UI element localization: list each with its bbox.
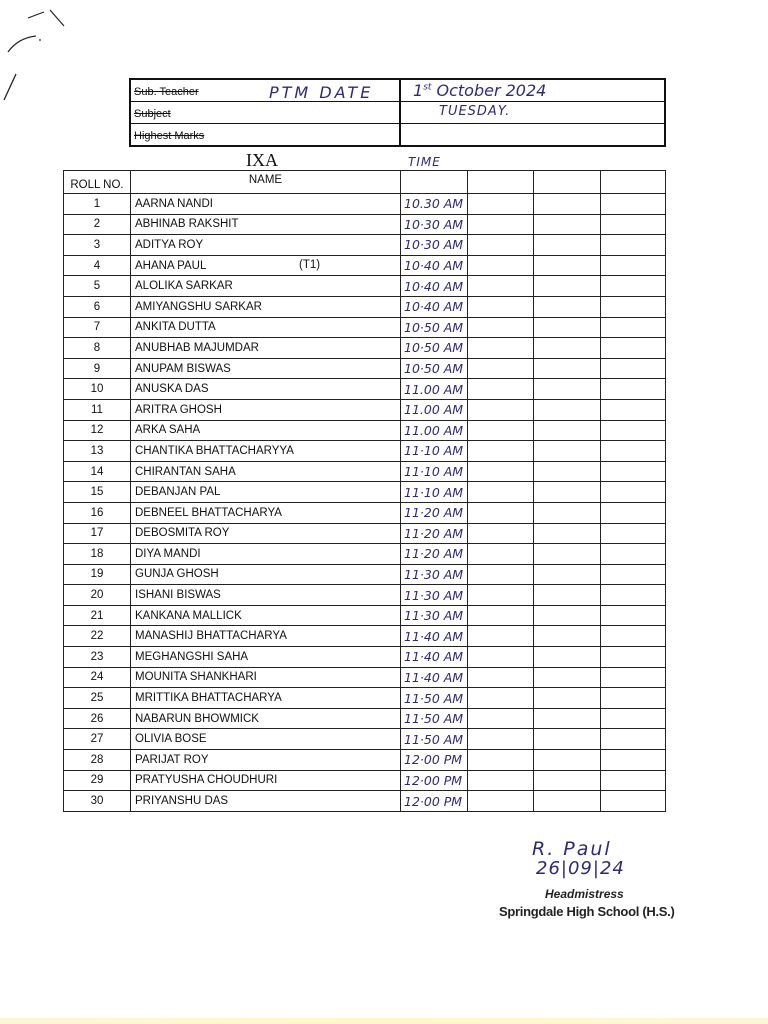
empty-cell: [468, 729, 534, 750]
roll-number-cell: 8: [64, 338, 131, 359]
empty-cell: [601, 667, 666, 688]
student-name-cell: [131, 482, 401, 503]
header-box: [129, 78, 666, 147]
table-row: [64, 750, 666, 771]
empty-cell: [534, 214, 601, 235]
student-name-cell: [131, 214, 401, 235]
empty-cell: [468, 235, 534, 256]
stamp-school: Springdale High School (H.S.): [499, 904, 675, 919]
table-row: [64, 647, 666, 668]
student-name-cell: [131, 605, 401, 626]
table-row: [64, 523, 666, 544]
table-row: [64, 399, 666, 420]
student-name-cell: [131, 276, 401, 297]
empty-cell: [468, 399, 534, 420]
student-name-cell: [131, 770, 401, 791]
empty-cell: [601, 338, 666, 359]
meeting-time-cell: 11.00 AM: [401, 420, 468, 441]
student-name-cell: [131, 585, 401, 606]
student-name-cell: [131, 523, 401, 544]
roll-number-cell: 4: [64, 255, 131, 276]
table-row: [64, 235, 666, 256]
roll-number-cell: 7: [64, 317, 131, 338]
empty-cell: [601, 379, 666, 400]
empty-cell: [601, 441, 666, 462]
student-name: ISHANI BISWAS: [135, 589, 221, 602]
student-name: DEBOSMITA ROY: [135, 527, 230, 540]
empty-cell: [601, 647, 666, 668]
empty-cell: [534, 358, 601, 379]
empty-cell: [534, 770, 601, 791]
empty-cell: [601, 461, 666, 482]
table-row: [64, 688, 666, 709]
empty-cell: [534, 317, 601, 338]
student-name-cell: [131, 461, 401, 482]
empty-cell: [601, 358, 666, 379]
student-name: NABARUN BHOWMICK: [135, 712, 259, 725]
roster-body: [64, 194, 666, 812]
empty-cell: [601, 626, 666, 647]
roll-number-cell: 29: [64, 770, 131, 791]
time-heading: TIME: [408, 155, 441, 169]
empty-cell: [601, 420, 666, 441]
table-row: [64, 214, 666, 235]
header-row-marks: [131, 124, 664, 146]
student-name: CHANTIKA BHATTACHARYYA: [135, 444, 294, 457]
meeting-time-cell: 11·20 AM: [401, 502, 468, 523]
empty-cell: [468, 338, 534, 359]
student-name-cell: [131, 296, 401, 317]
empty-cell: [534, 523, 601, 544]
student-name-cell: [131, 626, 401, 647]
empty-cell: [601, 523, 666, 544]
table-row: [64, 544, 666, 565]
signature-date: 26|09|24: [536, 858, 625, 879]
empty-cell: [534, 667, 601, 688]
empty-cell: [601, 317, 666, 338]
roll-number-cell: 21: [64, 605, 131, 626]
table-row: [64, 358, 666, 379]
empty-cell: [468, 791, 534, 812]
empty-cell: [468, 667, 534, 688]
empty-cell: [468, 647, 534, 668]
roll-number-cell: 5: [64, 276, 131, 297]
student-name-cell: [131, 338, 401, 359]
header-row-weekday: [131, 102, 664, 124]
roll-number-cell: 1: [64, 194, 131, 215]
empty-cell: [534, 791, 601, 812]
empty-cell: [468, 214, 534, 235]
empty-cell: [468, 420, 534, 441]
empty-cell: [534, 194, 601, 215]
meeting-time-cell: 10·50 AM: [401, 317, 468, 338]
table-row: [64, 276, 666, 297]
student-name-cell: [131, 502, 401, 523]
meeting-time-cell: 12·00 PM: [401, 750, 468, 771]
roll-number-cell: 23: [64, 647, 131, 668]
empty-cell: [468, 750, 534, 771]
weekday-value: TUESDAY.: [439, 104, 511, 119]
name-column-header: NAME: [131, 171, 401, 194]
student-name-cell: [131, 379, 401, 400]
roll-number-cell: 30: [64, 791, 131, 812]
meeting-time-cell: 11·50 AM: [401, 708, 468, 729]
meeting-time-cell: 12·00 PM: [401, 791, 468, 812]
table-row: [64, 605, 666, 626]
table-row: [64, 461, 666, 482]
meeting-time-cell: 11·20 AM: [401, 544, 468, 565]
student-name: ARITRA GHOSH: [135, 403, 222, 416]
roll-number-cell: 15: [64, 482, 131, 503]
empty-cell: [601, 688, 666, 709]
empty-cell: [601, 276, 666, 297]
empty-cell: [534, 626, 601, 647]
empty-cell: [468, 626, 534, 647]
roll-number-cell: 20: [64, 585, 131, 606]
table-row: [64, 482, 666, 503]
paper-edge: [0, 1018, 768, 1024]
meeting-time-cell: 11·10 AM: [401, 482, 468, 503]
student-name: AARNA NANDI: [135, 197, 213, 210]
teacher-label: Sub. Teacher: [134, 86, 199, 98]
meeting-time-cell: 11·50 AM: [401, 688, 468, 709]
empty-cell: [468, 296, 534, 317]
empty-cell: [534, 296, 601, 317]
meeting-time-cell: 11.00 AM: [401, 379, 468, 400]
meeting-time-cell: 10·40 AM: [401, 255, 468, 276]
table-row: [64, 420, 666, 441]
empty-cell: [468, 276, 534, 297]
student-name-cell: [131, 667, 401, 688]
table-row: [64, 317, 666, 338]
empty-cell: [468, 379, 534, 400]
empty-cell: [534, 750, 601, 771]
meeting-time-cell: 10·40 AM: [401, 296, 468, 317]
roll-number-cell: 10: [64, 379, 131, 400]
roll-number-cell: 2: [64, 214, 131, 235]
table-row: [64, 708, 666, 729]
meeting-time-cell: 10·40 AM: [401, 276, 468, 297]
signature-initials: R. Paul: [532, 838, 612, 860]
student-name-cell: [131, 441, 401, 462]
empty-cell: [534, 399, 601, 420]
table-header-row: [64, 171, 666, 194]
roll-number-cell: 24: [64, 667, 131, 688]
student-name: ABHINAB RAKSHIT: [135, 218, 239, 231]
table-row: [64, 296, 666, 317]
empty-cell: [601, 729, 666, 750]
empty-cell: [468, 194, 534, 215]
student-name: MANASHIJ BHATTACHARYA: [135, 630, 287, 643]
student-name: MRITTIKA BHATTACHARYA: [135, 692, 282, 705]
roll-number-cell: 26: [64, 708, 131, 729]
empty-cell: [468, 523, 534, 544]
empty-cell: [601, 585, 666, 606]
empty-cell: [601, 791, 666, 812]
student-name-cell: [131, 420, 401, 441]
student-name: KANKANA MALLICK: [135, 609, 242, 622]
empty-cell: [468, 770, 534, 791]
student-name-cell: [131, 317, 401, 338]
empty-cell: [468, 461, 534, 482]
empty-cell: [534, 585, 601, 606]
subject-label: Subject: [134, 108, 171, 120]
table-row: [64, 667, 666, 688]
student-name: DEBANJAN PAL: [135, 486, 221, 499]
student-name: ADITYA ROY: [135, 238, 204, 251]
empty-cell: [601, 255, 666, 276]
empty-cell: [534, 338, 601, 359]
meeting-time-cell: 11·30 AM: [401, 605, 468, 626]
student-name-cell: [131, 729, 401, 750]
empty-cell: [601, 750, 666, 771]
empty-cell: [534, 729, 601, 750]
student-name: ANUBHAB MAJUMDAR: [135, 341, 259, 354]
table-row: [64, 626, 666, 647]
roll-number-cell: 28: [64, 750, 131, 771]
student-name: GUNJA GHOSH: [135, 568, 219, 581]
student-name-cell: [131, 688, 401, 709]
student-name: ALOLIKA SARKAR: [135, 280, 233, 293]
meeting-time-cell: 10.30 AM: [401, 194, 468, 215]
empty-cell: [534, 605, 601, 626]
meeting-time-cell: 11·40 AM: [401, 647, 468, 668]
student-name-cell: [131, 791, 401, 812]
empty-cell: [468, 585, 534, 606]
header-row-date: [131, 80, 664, 102]
empty-cell: [534, 276, 601, 297]
student-name-cell: [131, 708, 401, 729]
table-row: [64, 255, 666, 276]
empty-cell: [534, 647, 601, 668]
student-name-cell: [131, 255, 401, 276]
student-name: PRATYUSHA CHOUDHURI: [135, 774, 278, 787]
meeting-time-cell: 11·20 AM: [401, 523, 468, 544]
empty-cell: [601, 296, 666, 317]
student-name-cell: [131, 399, 401, 420]
meeting-time-cell: 11·30 AM: [401, 564, 468, 585]
empty-cell: [601, 770, 666, 791]
table-row: [64, 729, 666, 750]
empty-cell: [601, 544, 666, 565]
empty-cell: [601, 235, 666, 256]
student-name: PARIJAT ROY: [135, 753, 209, 766]
roll-number-cell: 17: [64, 523, 131, 544]
empty-cell: [601, 399, 666, 420]
table-row: [64, 379, 666, 400]
roll-number-cell: 27: [64, 729, 131, 750]
empty-cell: [534, 461, 601, 482]
ptm-date-label: PTM DATE: [269, 83, 374, 102]
meeting-time-cell: 11·40 AM: [401, 667, 468, 688]
blank-column-header: [534, 171, 601, 194]
time-column-header: [401, 171, 468, 194]
student-name: CHIRANTAN SAHA: [135, 465, 236, 478]
empty-cell: [468, 688, 534, 709]
ptm-date-value: 1st October 2024: [413, 81, 547, 100]
table-row: [64, 502, 666, 523]
student-name: DIYA MANDI: [135, 547, 201, 560]
roll-number-cell: 16: [64, 502, 131, 523]
class-title: IXA: [246, 150, 278, 170]
meeting-time-cell: 10·50 AM: [401, 338, 468, 359]
student-name-cell: [131, 544, 401, 565]
empty-cell: [534, 544, 601, 565]
empty-cell: [534, 708, 601, 729]
empty-cell: [468, 708, 534, 729]
roll-number-cell: 12: [64, 420, 131, 441]
empty-cell: [468, 317, 534, 338]
table-row: [64, 770, 666, 791]
empty-cell: [468, 544, 534, 565]
meeting-time-cell: 12·00 PM: [401, 770, 468, 791]
student-note: (T1): [299, 258, 321, 271]
marks-label: Highest Marks: [134, 130, 205, 142]
student-name-cell: [131, 235, 401, 256]
roll-number-cell: 19: [64, 564, 131, 585]
empty-cell: [534, 688, 601, 709]
blank-column-header: [601, 171, 666, 194]
student-name: ANUPAM BISWAS: [135, 362, 231, 375]
meeting-time-cell: 11·10 AM: [401, 441, 468, 462]
empty-cell: [534, 420, 601, 441]
empty-cell: [468, 482, 534, 503]
empty-cell: [601, 605, 666, 626]
empty-cell: [601, 564, 666, 585]
empty-cell: [468, 255, 534, 276]
roll-number-cell: 3: [64, 235, 131, 256]
roster-table: [63, 170, 666, 812]
empty-cell: [534, 379, 601, 400]
table-row: [64, 791, 666, 812]
pen-scratch-marks: [0, 0, 90, 110]
empty-cell: [534, 441, 601, 462]
empty-cell: [468, 441, 534, 462]
blank-column-header: [468, 171, 534, 194]
student-name: MOUNITA SHANKHARI: [135, 671, 257, 684]
empty-cell: [468, 605, 534, 626]
table-row: [64, 585, 666, 606]
roll-number-cell: 14: [64, 461, 131, 482]
student-name: DEBNEEL BHATTACHARYA: [135, 506, 282, 519]
empty-cell: [601, 214, 666, 235]
roll-number-cell: 11: [64, 399, 131, 420]
student-name-cell: [131, 647, 401, 668]
roll-number-cell: 22: [64, 626, 131, 647]
table-row: [64, 441, 666, 462]
student-name: MEGHANGSHI SAHA: [135, 650, 249, 663]
student-name: ANUSKA DAS: [135, 383, 209, 396]
empty-cell: [534, 482, 601, 503]
empty-cell: [534, 255, 601, 276]
meeting-time-cell: 11.00 AM: [401, 399, 468, 420]
empty-cell: [601, 708, 666, 729]
meeting-time-cell: 11·40 AM: [401, 626, 468, 647]
roll-number-cell: 25: [64, 688, 131, 709]
meeting-time-cell: 11·50 AM: [401, 729, 468, 750]
student-name: OLIVIA BOSE: [135, 733, 207, 746]
student-name-cell: [131, 358, 401, 379]
meeting-time-cell: 11·10 AM: [401, 461, 468, 482]
meeting-time-cell: 11·30 AM: [401, 585, 468, 606]
empty-cell: [601, 482, 666, 503]
empty-cell: [601, 194, 666, 215]
roll-number-cell: 18: [64, 544, 131, 565]
empty-cell: [601, 502, 666, 523]
student-name: PRIYANSHU DAS: [135, 795, 229, 808]
stamp-title: Headmistress: [545, 887, 624, 901]
empty-cell: [534, 564, 601, 585]
empty-cell: [468, 564, 534, 585]
meeting-time-cell: 10·30 AM: [401, 235, 468, 256]
empty-cell: [534, 235, 601, 256]
student-name-cell: [131, 564, 401, 585]
table-row: [64, 564, 666, 585]
roll-column-header: ROLL NO.: [64, 171, 131, 194]
roll-number-cell: 9: [64, 358, 131, 379]
student-name: ARKA SAHA: [135, 424, 201, 437]
student-name: ANKITA DUTTA: [135, 321, 216, 334]
table-row: [64, 194, 666, 215]
empty-cell: [468, 502, 534, 523]
meeting-time-cell: 10·50 AM: [401, 358, 468, 379]
student-name: AMIYANGSHU SARKAR: [135, 300, 262, 313]
student-name-cell: [131, 194, 401, 215]
student-name-cell: [131, 750, 401, 771]
empty-cell: [468, 358, 534, 379]
table-row: [64, 338, 666, 359]
roll-number-cell: 13: [64, 441, 131, 462]
empty-cell: [534, 502, 601, 523]
roll-number-cell: 6: [64, 296, 131, 317]
meeting-time-cell: 10·30 AM: [401, 214, 468, 235]
student-name: AHANA PAUL: [135, 259, 207, 272]
